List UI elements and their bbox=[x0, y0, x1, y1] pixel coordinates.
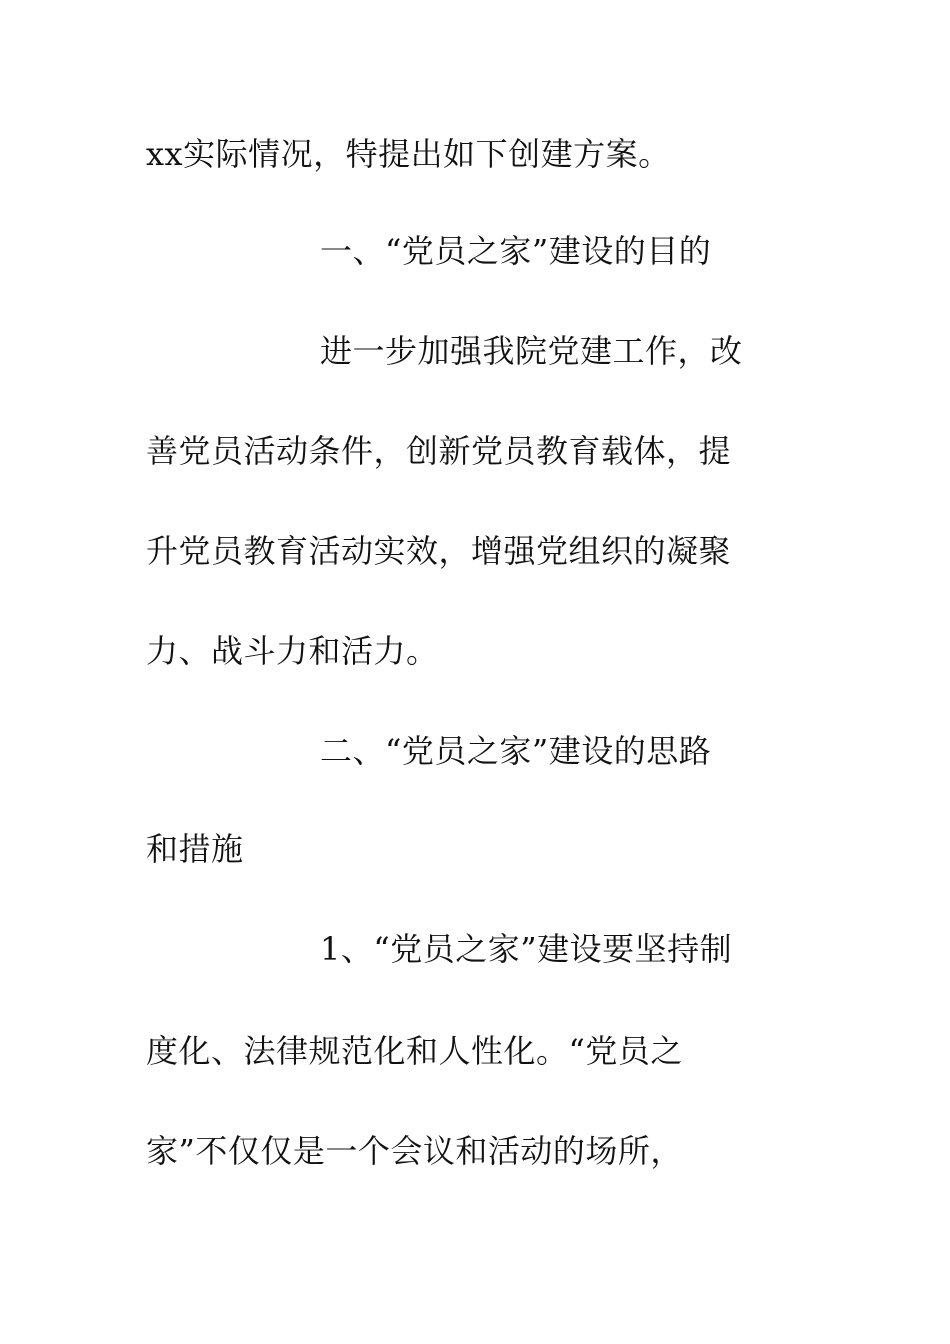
section-heading-2: 二、“党员之家”建设的思路 bbox=[320, 732, 712, 770]
paragraph-line: xx实际情况，特提出如下创建方案。 bbox=[146, 135, 671, 173]
section-heading-1: 一、“党员之家”建设的目的 bbox=[320, 232, 712, 270]
paragraph-line: 1、“党员之家”建设要坚持制 bbox=[320, 930, 733, 968]
paragraph-line: 进一步加强我院党建工作，改 bbox=[320, 332, 743, 370]
paragraph-line: 善党员活动条件，创新党员教育载体，提 bbox=[146, 432, 732, 470]
paragraph-line: 家”不仅仅是一个会议和活动的场所， bbox=[146, 1132, 683, 1170]
paragraph-line: 升党员教育活动实效，增强党组织的凝聚 bbox=[146, 532, 732, 570]
section-heading-2-continued: 和措施 bbox=[146, 830, 244, 868]
paragraph-line: 度化、法律规范化和人性化。“党员之 bbox=[146, 1032, 683, 1070]
paragraph-line: 力、战斗力和活力。 bbox=[146, 632, 439, 670]
